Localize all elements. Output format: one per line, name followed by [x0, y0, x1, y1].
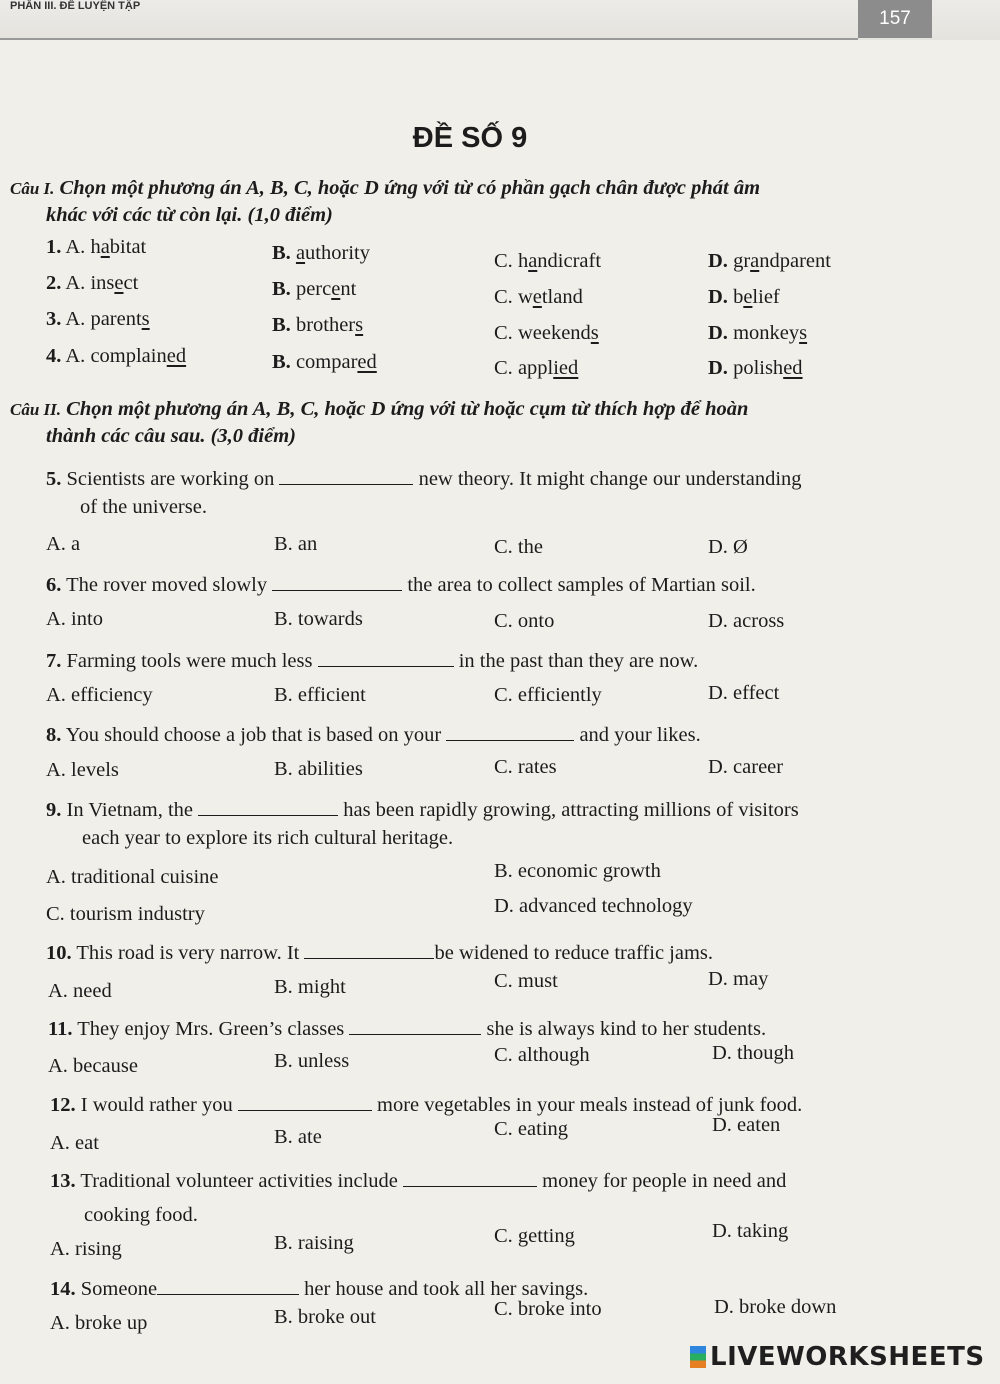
- q12-option-c[interactable]: C. eating: [494, 1118, 569, 1140]
- q14-stem: 14. Someone her house and took all her savings.: [50, 1278, 589, 1300]
- q7-option-c[interactable]: C. efficiently: [494, 684, 602, 706]
- q12-option-d[interactable]: D. eaten: [712, 1114, 781, 1136]
- q3-option-b[interactable]: B. brothers: [272, 314, 364, 336]
- q9-option-d[interactable]: D. advanced technology: [494, 895, 693, 917]
- q7-option-b[interactable]: B. efficient: [274, 684, 366, 706]
- q9-option-b[interactable]: B. economic growth: [494, 860, 661, 882]
- q13-option-a[interactable]: A. rising: [50, 1238, 122, 1260]
- q7-blank[interactable]: [318, 648, 454, 667]
- q14-blank[interactable]: [157, 1276, 299, 1295]
- page-title: ĐỀ SỐ 9: [412, 122, 528, 154]
- q1-option-d[interactable]: D. grandparent: [708, 250, 831, 272]
- q9-option-c[interactable]: C. tourism industry: [46, 903, 205, 925]
- liveworksheets-logo: LIVEWORKSHEETS: [690, 1342, 985, 1372]
- q13-blank[interactable]: [403, 1168, 537, 1187]
- q1-option-c[interactable]: C. handicraft: [494, 250, 602, 272]
- q9-stem: 9. In Vietnam, the has been rapidly growing, attracting millions of visitors: [46, 799, 799, 821]
- q10-option-b[interactable]: B. might: [274, 976, 346, 998]
- q12-option-b[interactable]: B. ate: [274, 1126, 322, 1148]
- q13-option-d[interactable]: D. taking: [712, 1220, 789, 1242]
- q11-blank[interactable]: [349, 1016, 481, 1035]
- q7-stem: 7. Farming tools were much less in the past than they are now.: [46, 650, 699, 672]
- section-2-heading: Câu II. Chọn một phương án A, B, C, hoặc D ứng với từ hoặc cụm từ thích hợp để hoàn thành các câu sau. (3,0 điểm): [10, 398, 749, 448]
- header-strip: [0, 0, 1000, 40]
- q4-option-c[interactable]: C. applied: [494, 357, 579, 379]
- q8-option-b[interactable]: B. abilities: [274, 758, 363, 780]
- q7-option-d[interactable]: D. effect: [708, 682, 780, 704]
- q7-option-a[interactable]: A. efficiency: [46, 684, 153, 706]
- q6-option-d[interactable]: D. across: [708, 610, 785, 632]
- header-rule: [0, 38, 858, 40]
- q8-option-a[interactable]: A. levels: [46, 759, 119, 781]
- q4-option-d[interactable]: D. polished: [708, 357, 803, 379]
- q5-option-c[interactable]: C. the: [494, 536, 543, 558]
- q10-option-d[interactable]: D. may: [708, 968, 769, 990]
- q14-option-d[interactable]: D. broke down: [714, 1296, 837, 1318]
- q5-option-a[interactable]: A. a: [46, 533, 81, 555]
- q8-option-c[interactable]: C. rates: [494, 756, 557, 778]
- q5-option-d[interactable]: D. Ø: [708, 536, 748, 558]
- q11-option-c[interactable]: C. although: [494, 1044, 590, 1066]
- q8-blank[interactable]: [446, 722, 574, 741]
- running-title: PHẦN III. ĐỀ LUYỆN TẬP: [10, 0, 141, 12]
- q11-option-d[interactable]: D. though: [712, 1042, 794, 1064]
- q6-blank[interactable]: [272, 572, 402, 591]
- q3-option-d[interactable]: D. monkeys: [708, 322, 808, 344]
- q8-option-d[interactable]: D. career: [708, 756, 784, 778]
- q9-stem-cont: each year to explore its rich cultural heritage.: [82, 827, 454, 849]
- q13-stem-cont: cooking food.: [84, 1204, 198, 1226]
- q2-option-c[interactable]: C. wetland: [494, 286, 583, 308]
- q5-blank[interactable]: [279, 466, 413, 485]
- q4-option-a[interactable]: 4. A. complained: [46, 345, 187, 367]
- q14-option-a[interactable]: A. broke up: [50, 1312, 148, 1334]
- q12-option-a[interactable]: A. eat: [50, 1132, 99, 1154]
- q6-option-b[interactable]: B. towards: [274, 608, 363, 630]
- q6-option-c[interactable]: C. onto: [494, 610, 555, 632]
- q5-stem-cont: of the universe.: [80, 496, 207, 518]
- q1-option-b[interactable]: B. authority: [272, 242, 370, 264]
- q6-stem: 6. The rover moved slowly the area to collect samples of Martian soil.: [46, 574, 756, 596]
- q10-blank[interactable]: [304, 940, 434, 959]
- q9-option-a[interactable]: A. traditional cuisine: [46, 866, 219, 888]
- q11-option-b[interactable]: B. unless: [274, 1050, 350, 1072]
- q4-option-b[interactable]: B. compared: [272, 351, 377, 373]
- q13-stem: 13. Traditional volunteer activities include money for people in need and: [50, 1170, 787, 1192]
- q1-option-a[interactable]: 1. A. habitat: [46, 236, 147, 258]
- section-1-heading: Câu I. Chọn một phương án A, B, C, hoặc D ứng với từ có phần gạch chân được phát âm khác với các từ còn lại. (1,0 điểm): [10, 177, 761, 227]
- q8-stem: 8. You should choose a job that is based on your and your likes.: [46, 724, 701, 746]
- q13-option-c[interactable]: C. getting: [494, 1225, 575, 1247]
- q12-blank[interactable]: [238, 1092, 372, 1111]
- q2-option-a[interactable]: 2. A. insect: [46, 272, 139, 294]
- q6-option-a[interactable]: A. into: [46, 608, 103, 630]
- q5-stem: 5. Scientists are working on new theory. It might change our understanding: [46, 468, 802, 490]
- q14-option-b[interactable]: B. broke out: [274, 1306, 376, 1328]
- q2-option-b[interactable]: B. percent: [272, 278, 357, 300]
- q3-option-a[interactable]: 3. A. parents: [46, 308, 150, 330]
- q10-stem: 10. This road is very narrow. It be widened to reduce traffic jams.: [46, 942, 714, 964]
- q9-blank[interactable]: [198, 797, 338, 816]
- q11-stem: 11. They enjoy Mrs. Green’s classes she is always kind to her students.: [48, 1018, 767, 1040]
- q5-option-b[interactable]: B. an: [274, 533, 318, 555]
- q3-option-c[interactable]: C. weekends: [494, 322, 599, 344]
- q2-option-d[interactable]: D. belief: [708, 286, 780, 308]
- logo-icon: [690, 1346, 706, 1368]
- q14-option-c[interactable]: C. broke into: [494, 1298, 602, 1320]
- q10-option-c[interactable]: C. must: [494, 970, 558, 992]
- q13-option-b[interactable]: B. raising: [274, 1232, 354, 1254]
- q11-option-a[interactable]: A. because: [48, 1055, 138, 1077]
- q10-option-a[interactable]: A. need: [48, 980, 112, 1002]
- q12-stem: 12. I would rather you more vegetables in your meals instead of junk food.: [50, 1094, 803, 1116]
- page-number: 157: [858, 0, 932, 38]
